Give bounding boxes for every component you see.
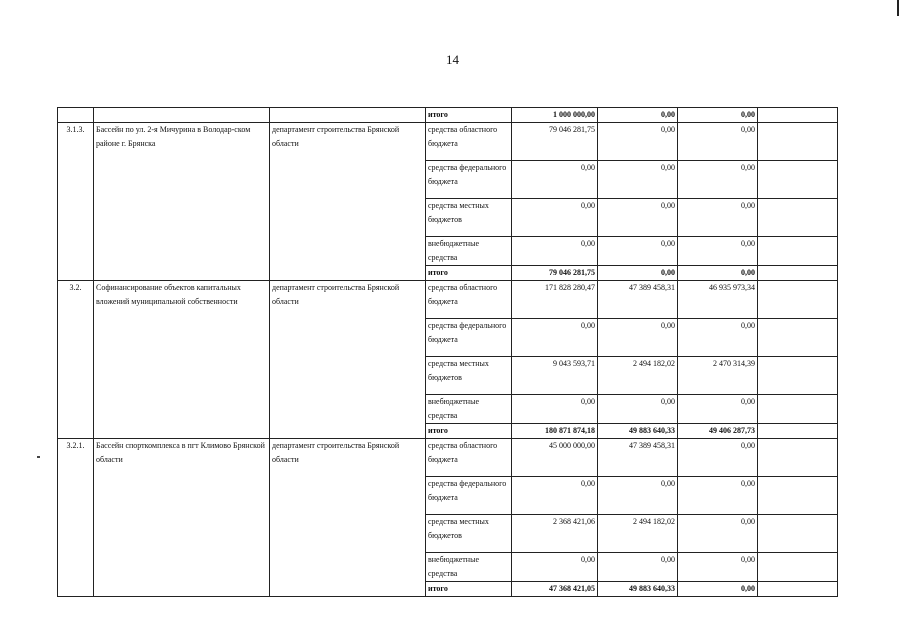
source-cell: внебюджетные средства: [426, 395, 512, 424]
amount-cell: 0,00: [598, 395, 678, 424]
source-cell: средства федерального бюджета: [426, 477, 512, 515]
source-cell: внебюджетные средства: [426, 237, 512, 266]
amount-cell: 2 368 421,06: [512, 515, 598, 553]
name-cell: Бассейн спорткомплекса в пгт Климово Брянской области: [94, 439, 270, 597]
empty-cell: [758, 266, 838, 281]
empty-cell: [758, 108, 838, 123]
amount-cell: 49 883 640,33: [598, 424, 678, 439]
amount-cell: 171 828 280,47: [512, 281, 598, 319]
source-cell: средства областного бюджета: [426, 281, 512, 319]
amount-cell: 0,00: [598, 161, 678, 199]
table-row: [58, 123, 838, 161]
executor-cell: [270, 108, 426, 123]
executor-cell: департамент строительства Брянской области: [270, 439, 426, 597]
empty-cell: [758, 237, 838, 266]
amount-cell: 1 000 000,00: [512, 108, 598, 123]
empty-cell: [758, 477, 838, 515]
executor-cell: департамент строительства Брянской области: [270, 123, 426, 281]
table-row: [58, 281, 838, 319]
empty-cell: [758, 424, 838, 439]
amount-cell: 0,00: [512, 319, 598, 357]
amount-cell: 47 389 458,31: [598, 281, 678, 319]
amount-cell: 0,00: [598, 553, 678, 582]
table-row: [58, 439, 838, 477]
amount-cell: 2 494 182,02: [598, 515, 678, 553]
name-cell: Бассейн по ул. 2-я Мичурина в Володар-ском районе г. Брянска: [94, 123, 270, 281]
source-cell: средства местных бюджетов: [426, 357, 512, 395]
empty-cell: [758, 161, 838, 199]
amount-cell: 0,00: [678, 161, 758, 199]
amount-cell: 0,00: [598, 199, 678, 237]
amount-cell: 0,00: [678, 108, 758, 123]
margin-mark: [897, 0, 899, 16]
amount-cell: 0,00: [598, 477, 678, 515]
empty-cell: [758, 123, 838, 161]
executor-cell: департамент строительства Брянской области: [270, 281, 426, 439]
amount-cell: 47 389 458,31: [598, 439, 678, 477]
amount-cell: 0,00: [678, 395, 758, 424]
amount-cell: 0,00: [678, 266, 758, 281]
source-cell: итого: [426, 582, 512, 597]
amount-cell: 2 470 314,39: [678, 357, 758, 395]
page-number: 14: [446, 52, 459, 67]
num-cell: 3.1.3.: [58, 123, 94, 281]
amount-cell: 0,00: [678, 319, 758, 357]
amount-cell: 0,00: [678, 582, 758, 597]
amount-cell: 0,00: [678, 553, 758, 582]
amount-cell: 0,00: [678, 515, 758, 553]
amount-cell: 45 000 000,00: [512, 439, 598, 477]
amount-cell: 0,00: [512, 395, 598, 424]
source-cell: итого: [426, 108, 512, 123]
scan-speck: [37, 456, 40, 458]
amount-cell: 47 368 421,05: [512, 582, 598, 597]
budget-table: [57, 107, 838, 597]
amount-cell: 0,00: [512, 161, 598, 199]
empty-cell: [758, 199, 838, 237]
amount-cell: 0,00: [512, 553, 598, 582]
amount-cell: 79 046 281,75: [512, 123, 598, 161]
source-cell: итого: [426, 424, 512, 439]
empty-cell: [758, 395, 838, 424]
name-cell: [94, 108, 270, 123]
amount-cell: 0,00: [678, 123, 758, 161]
amount-cell: 0,00: [598, 319, 678, 357]
amount-cell: 2 494 182,02: [598, 357, 678, 395]
amount-cell: 0,00: [512, 477, 598, 515]
amount-cell: 79 046 281,75: [512, 266, 598, 281]
amount-cell: 0,00: [678, 199, 758, 237]
amount-cell: 0,00: [598, 266, 678, 281]
num-cell: [58, 108, 94, 123]
amount-cell: 0,00: [678, 237, 758, 266]
empty-cell: [758, 319, 838, 357]
num-cell: 3.2.: [58, 281, 94, 439]
empty-cell: [758, 357, 838, 395]
amount-cell: 46 935 973,34: [678, 281, 758, 319]
amount-cell: 0,00: [678, 477, 758, 515]
num-cell: 3.2.1.: [58, 439, 94, 597]
source-cell: средства местных бюджетов: [426, 199, 512, 237]
amount-cell: 0,00: [512, 237, 598, 266]
amount-cell: 49 883 640,33: [598, 582, 678, 597]
source-cell: средства федерального бюджета: [426, 161, 512, 199]
table-row: [58, 108, 838, 123]
empty-cell: [758, 553, 838, 582]
empty-cell: [758, 515, 838, 553]
amount-cell: 49 406 287,73: [678, 424, 758, 439]
source-cell: средства областного бюджета: [426, 439, 512, 477]
budget-table-body: [58, 108, 838, 597]
empty-cell: [758, 439, 838, 477]
empty-cell: [758, 582, 838, 597]
amount-cell: 180 871 874,18: [512, 424, 598, 439]
amount-cell: 0,00: [598, 123, 678, 161]
amount-cell: 0,00: [598, 108, 678, 123]
source-cell: средства местных бюджетов: [426, 515, 512, 553]
source-cell: средства федерального бюджета: [426, 319, 512, 357]
amount-cell: 0,00: [598, 237, 678, 266]
empty-cell: [758, 281, 838, 319]
amount-cell: 0,00: [512, 199, 598, 237]
source-cell: итого: [426, 266, 512, 281]
source-cell: средства областного бюджета: [426, 123, 512, 161]
amount-cell: 0,00: [678, 439, 758, 477]
name-cell: Софинансирование объектов капитальных вложений муниципальной собственности: [94, 281, 270, 439]
amount-cell: 9 043 593,71: [512, 357, 598, 395]
source-cell: внебюджетные средства: [426, 553, 512, 582]
